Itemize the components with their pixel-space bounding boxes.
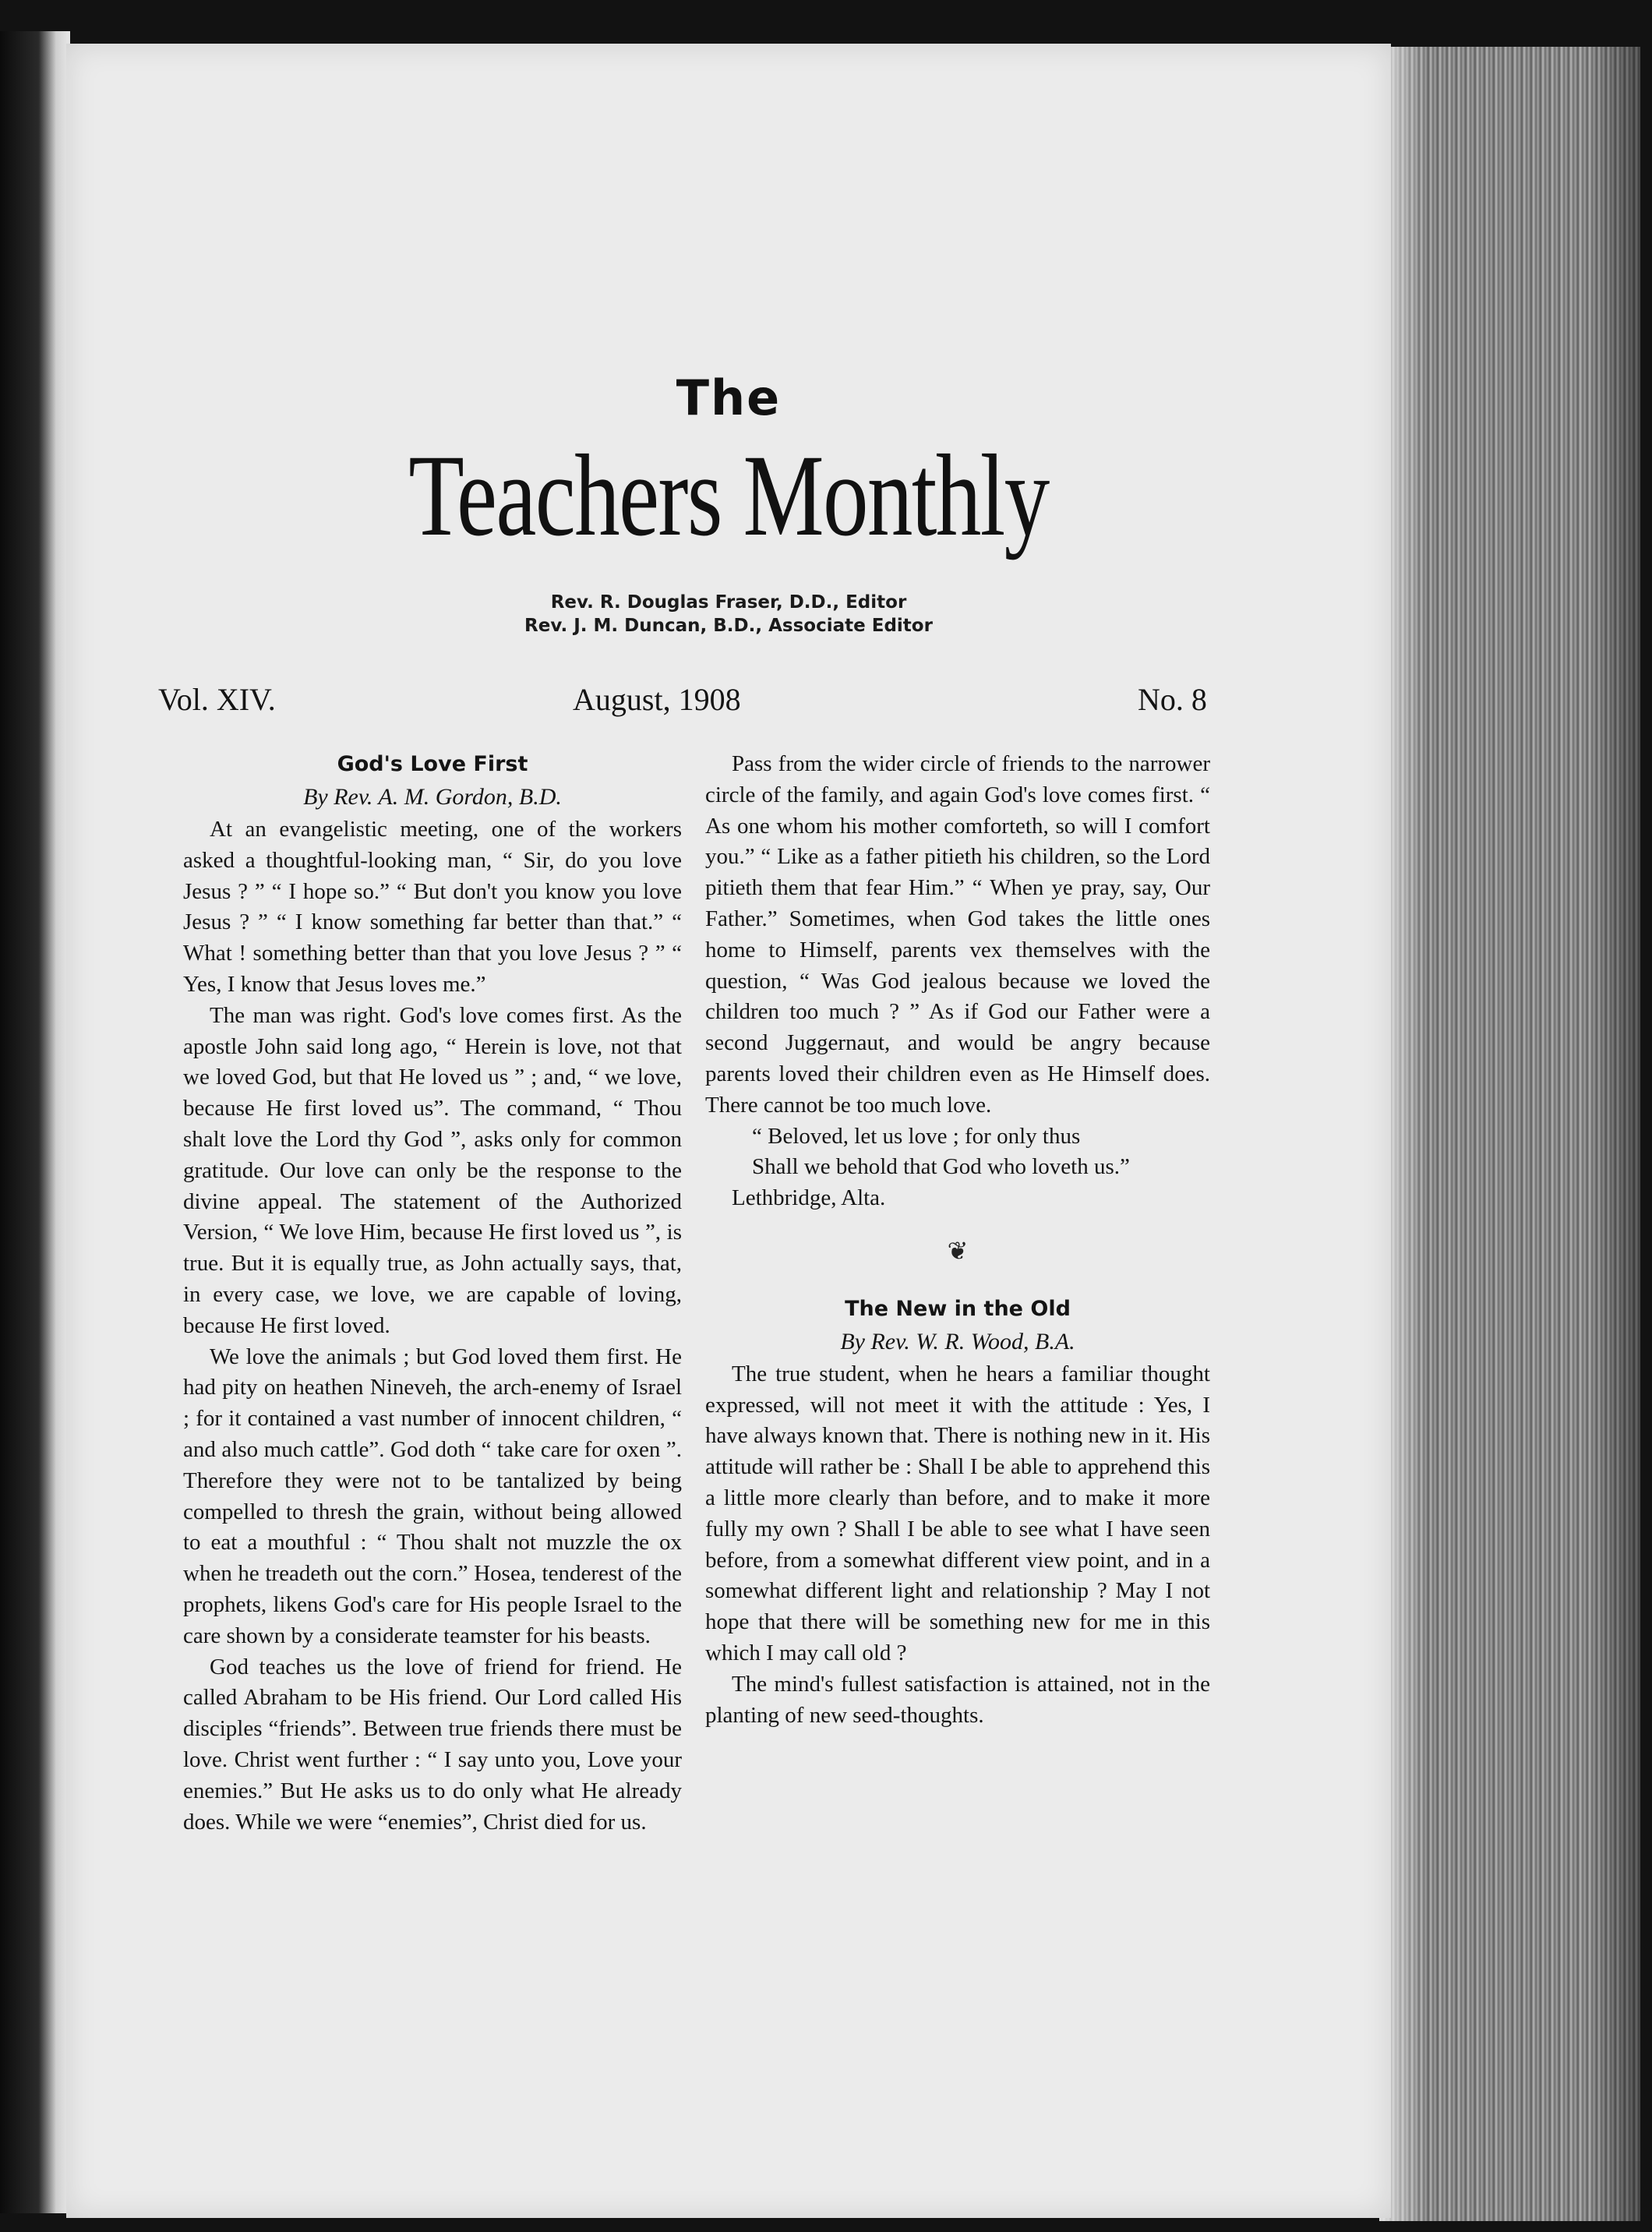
article-place: Lethbridge, Alta. <box>732 1185 886 1211</box>
article-paragraph: The mind's fullest satisfaction is attained, not in the planting of new seed-thoughts. <box>705 1671 1210 1728</box>
article-paragraph: The man was right. God's love comes first. As the apostle John said long ago, “ Herein is love, not that we loved God, but that He loved us ” ; and, “ we love, because He first loved us”. The command, “ Thou shalt love the Lord thy God ”, asks only for common gratitude. Our love can only be the response to the divine appeal. The statement of the Authorized Version, “ We love Him, because He first loved us ”, is true. But it is equally true, as John actually says, that, in every case, we love, we are capable of loving, because He first loved. <box>183 1002 682 1338</box>
issue-date: August, 1908 <box>573 682 741 717</box>
article-paragraph: At an evangelistic meeting, one of the workers asked a thoughtful-looking man, “ Sir, do you love Jesus ? ” “ I hope so.” “ But don't you know you love Jesus ? ” “ I know something far better than that.” “ What ! something better than that you love Jesus ? ” “ Yes, I know that Jesus loves me.” <box>183 817 682 997</box>
masthead-the: The <box>676 369 782 426</box>
magazine-page <box>66 44 1391 2218</box>
article-paragraph: We love the animals ; but God loved them first. He had pity on heathen Nineveh, the arch-enemy of Israel ; for it contained a vast number of innocent children, “ and also much cattle”. God doth “ take care for oxen ”. Therefore they were not to be tantalized by being compelled to thresh the grain, without being allowed to eat a mouthful : “ Thou shalt not muzzle the ox when he treadeth out the corn.” Hosea, tenderest of the prophets, likens God's care for His people Israel to the care shown by a considerate teamster for his beasts. <box>183 1344 682 1648</box>
poem-line: Shall we behold that God who loveth us.” <box>752 1154 1130 1180</box>
article-title: The New in the Old <box>845 1296 1071 1321</box>
article-paragraph: Pass from the wider circle of friends to the narrower circle of the family, and again God's love comes first. “ As one whom his mother comforteth, so will I comfort you.” “ Like as a father pitieth his children, so the Lord pitieth them that fear Him.” “ When ye pray, say, Our Father.” Sometimes, when God takes the little ones home to Himself, parents vex themselves with the question, “ Was God jealous because we loved the children too much ? ” As if God our Father were a second Juggernaut, and would be angry because parents loved their children even as He Himself does. There cannot be too much love. <box>705 751 1210 1118</box>
left-column <box>183 749 682 1838</box>
article-paragraph: The true student, when he hears a familiar thought expressed, will not meet it with the attitude : Yes, I have always known that. There is nothing new in it. His attitude will rather be : Shall I be able to apprehend this a little more clearly than before, and to make it more fully my own ? Shall I be able to see what I have seen before, from a somewhat different view point, and in a somewhat different light and relationship ? May I not hope that there will be something new for me in this which I may call old ? <box>705 1361 1210 1665</box>
right-column <box>705 749 1210 1731</box>
article-byline: By Rev. A. M. Gordon, B.D. <box>303 784 562 810</box>
issue-number: No. 8 <box>1138 682 1207 717</box>
book-edge-shading <box>1379 47 1640 2221</box>
associate-editor-line: Rev. J. M. Duncan, B.D., Associate Editor <box>524 616 933 636</box>
article-byline: By Rev. W. R. Wood, B.A. <box>840 1328 1075 1354</box>
masthead-title: Teachers Monthly <box>408 431 1049 560</box>
volume-label: Vol. XIV. <box>158 682 276 717</box>
article-paragraph: God teaches us the love of friend for friend. He called Abraham to be His friend. Our Lord called His disciples “friends”. Between true friends there must be love. Christ went further : “ I say unto you, Love your enemies.” But He asks us to do only what He already does. While we were “enemies”, Christ died for us. <box>183 1654 682 1835</box>
fleuron-ornament: ❦ <box>947 1236 969 1265</box>
left-page-edge <box>0 31 70 2213</box>
poem-line: “ Beloved, let us love ; for only thus <box>752 1123 1081 1149</box>
article-title: God's Love First <box>337 752 528 776</box>
editor-line: Rev. R. Douglas Fraser, D.D., Editor <box>550 592 907 613</box>
